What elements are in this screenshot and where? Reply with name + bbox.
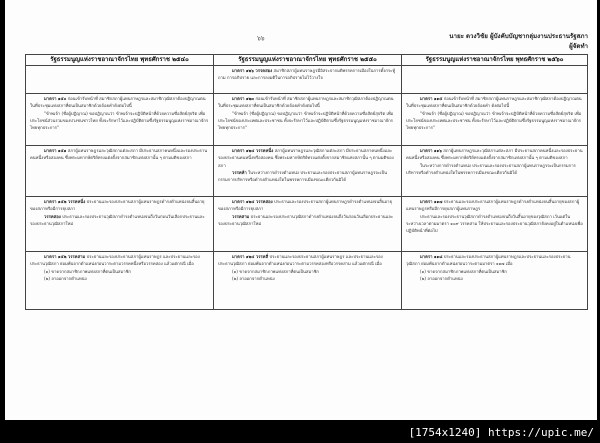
section-label: มาตรา ๑๒๓ — [232, 96, 255, 101]
paragraph-text: ประธานและรองประธานวุฒิสภาดำรงตำแหน่งจนถึงวันก่อนวันเลือกประธานและรองประธานวุฒิสภาใหม่ — [30, 213, 205, 226]
cell-2540 — [26, 94, 214, 146]
table-row — [26, 94, 588, 146]
section-text: สภาผู้แทนราษฎรและวุฒิสภาแต่ละสภา มีประธานสภาคนหนึ่งและรองประธานคนหนึ่งหรือสองคน ซึ่งพระมหากษัตริย์ทรงแต่งตั้งจากสมาชิกแห่งสภานั้น ๆ ตามมติของสภา — [30, 148, 208, 161]
section-label: มาตรา ๑๕๒ วรรคสาม — [44, 254, 86, 259]
page-number: ๖๖ — [257, 35, 265, 42]
cell-2540 — [26, 252, 214, 310]
cell-2550 — [214, 66, 402, 94]
section-text: สภาผู้แทนราษฎรและวุฒิสภาแต่ละสภา มีประธานสภาคนหนึ่งและรองประธานคนหนึ่งหรือสองคน ซึ่งพระมหากษัตริย์ทรงแต่งตั้งจากสมาชิกแห่งสภานั้น ๆ ตามมติของสภา — [218, 148, 394, 168]
footer-bar — [0, 420, 600, 443]
cell-2540 — [26, 146, 214, 197]
table-header-row — [26, 55, 588, 66]
constitution-comparison-table — [25, 54, 588, 310]
section-text: ประธานและรองประธานสภาผู้แทนราษฎรดำรงตำแหน่งจนสิ้นอายุของสภาผู้แทนราษฎรหรือมีการยุบสภาผู้แทนราษฎร — [406, 199, 580, 212]
section-label: มาตรา ๑๑๕ — [420, 96, 443, 101]
cell-2560 — [402, 66, 588, 94]
paragraph-label: วรรคห้า — [232, 169, 247, 175]
cell-2560 — [402, 197, 588, 252]
list-item: (๑) ขาดจากสมาชิกภาพแห่งสภาที่ตนเป็นสมาชิก — [420, 268, 507, 274]
cell-2550 — [214, 94, 402, 146]
paragraph-text: ในระหว่างการดำรงตำแหน่ง ประธานและรองประธานสภาผู้แทนราษฎรจะเป็นกรรมการบริหารหรือดำรงตำแหน่งใดในพรรคการเมืองขณะเดียวกันมิได้ — [218, 169, 387, 183]
list-item: (๒) ลาออกจากตำแหน่ง — [420, 275, 463, 281]
oath-text: "ข้าพเจ้า (ชื่อผู้ปฏิญาณ) ขอปฏิญาณว่า ข้าพเจ้าจะปฏิบัติหน้าที่ด้วยความซื่อสัตย์สุจริต เพื่อประโยชน์ของประเทศและประชาชน ทั้งจะรักษาไว้และปฏิบัติตามซึ่งรัฐธรรมนูญแห่งราชอาณาจักรไทยทุกประการ" — [406, 110, 582, 131]
section-label: มาตรา ๑๕๒ วรรคหนึ่ง — [44, 199, 86, 204]
paragraph-text: ในระหว่างการดำรงตำแหน่ง ประธานและรองประธานสภาผู้แทนราษฎรจะเป็นกรรมการบริหารหรือดำรงตำแหน่งใดในพรรคการเมืองขณะเดียวกันมิได้ — [406, 162, 576, 175]
section-label: มาตรา ๑๑๗ — [420, 199, 443, 204]
table-row — [26, 252, 588, 310]
header-2560: รัฐธรรมนูญแห่งราชอาณาจักรไทย พุทธศักราช ๒๕๖๐ — [402, 55, 588, 66]
section-text: ประธานและรองประธานสภาผู้แทนราษฎรดำรงตำแหน่งจนสิ้นอายุของสภาหรือมีการยุบสภา — [218, 199, 392, 212]
section-text: ก่อนเข้ารับหน้าที่ สมาชิกสภาผู้แทนราษฎรและสมาชิกวุฒิสภาต้องปฏิญาณตนในที่ประชุมแห่งสภาที่ตนเป็นสมาชิกด้วยถ้อยคำดังต่อไปนี้ — [30, 96, 206, 109]
cell-2540 — [26, 197, 214, 252]
list-item: (๒) ลาออกจากตำแหน่ง — [232, 275, 275, 281]
table-row — [26, 146, 588, 197]
list-item: (๑) ขาดจากสมาชิกภาพแห่งสภาที่ตนเป็นสมาชิก — [44, 268, 131, 274]
cell-2550 — [214, 146, 402, 197]
cell-2550 — [214, 197, 402, 252]
section-text: สมาชิกสภาผู้แทนราษฎรมีอิสระจากมติพรรคการเมืองในการตั้งกระทู้ถาม การอภิปราย และการลงมติในการอภิปรายไม่ไว้วางใจ — [218, 68, 396, 81]
section-text: ประธานและรองประธานสภาผู้แทนราษฎร และประธานและรองประธานวุฒิสภา ย่อมพ้นจากตำแหน่งก่อนวาระตามวรรคสองหรือวรรคสาม แล้วแต่กรณี เมื่อ — [218, 254, 383, 267]
section-label: มาตรา ๑๒๔ วรรคสี่ — [232, 254, 269, 259]
image-host-watermark: [1754x1240] https://upic.me/ — [408, 426, 594, 439]
section-text: ก่อนเข้ารับหน้าที่ สมาชิกสภาผู้แทนราษฎรและสมาชิกวุฒิสภาต้องปฏิญาณตนในที่ประชุมแห่งสภาที่ตนเป็นสมาชิกด้วยถ้อยคำดังต่อไปนี้ — [218, 96, 394, 109]
table-row — [26, 66, 588, 94]
section-label: มาตรา ๑๑๖ — [420, 148, 442, 153]
section-label: มาตรา ๑๕๐ — [44, 96, 67, 101]
section-text: ก่อนเข้ารับหน้าที่ สมาชิกสภาผู้แทนราษฎรและสมาชิกวุฒิสภาต้องปฏิญาณตนในที่ประชุมแห่งสภาที่ตนเป็นสมาชิกด้วยถ้อยคำ ดังต่อไปนี้ — [406, 96, 582, 109]
section-text: สภาผู้แทนราษฎรและวุฒิสภาแต่ละสภา มีประธานสภาคนหนึ่งและรองประธานคนหนึ่งหรือสองคน ซึ่งพระมหากษัตริย์ทรงแต่งตั้งจากสมาชิกแห่งสภานั้น ๆ ตามมติของสภา — [406, 148, 583, 161]
section-label: มาตรา ๑๑๘ — [420, 254, 443, 259]
paragraph-text: ประธานและรองประธานวุฒิสภาดำรงตำแหน่งจนถึงวันสิ้นอายุของวุฒิสภา เว้นแต่ในระหว่างเวลาตามมาตรา ๑๐๙ วรรคสาม ให้ประธานและรองประธานวุฒิสภายังคงอยู่ในตำแหน่งเพื่อปฏิบัติหน้าที่ต่อไป — [406, 213, 583, 234]
oath-text: "ข้าพเจ้า (ชื่อผู้ปฏิญาณ) ขอปฏิญาณว่า ข้าพเจ้าจะปฏิบัติหน้าที่ด้วยความซื่อสัตย์สุจริต เพื่อประโยชน์ส่วนรวมของปวงชนชาวไทย ทั้งจะรักษาไว้และปฏิบัติตามซึ่งรัฐธรรมนูญแห่งราชอาณาจักรไทยทุกประการ" — [30, 110, 209, 131]
cell-2560 — [402, 94, 588, 146]
document-page — [5, 0, 597, 420]
section-label: มาตรา ๑๒๖ วรรคสอง — [232, 68, 273, 73]
author-role: ผู้จัดทำ — [569, 43, 588, 50]
paragraph-label: วรรคสาม — [232, 213, 250, 219]
section-label: มาตรา ๑๒๔ วรรคหนึ่ง — [232, 148, 274, 153]
paragraph-text: ประธานและรองประธานวุฒิสภาดำรงตำแหน่งจนถึงวันก่อนวันเลือกประธานและรองประธานวุฒิสภาใหม่ — [218, 213, 394, 226]
paragraph-label: วรรคสอง — [44, 213, 61, 219]
list-item: (๒) ลาออกจากตำแหน่ง — [44, 275, 87, 281]
section-label: มาตรา ๑๒๔ วรรคสอง — [232, 199, 273, 204]
section-text: ประธานและรองประธานสภาผู้แทนราษฎร และประธานและรองประธานวุฒิสภา ย่อมพ้นจากตำแหน่งก่อนวาระตามวรรคหนึ่งหรือวรรคสอง แล้วแต่กรณี เมื่อ — [30, 254, 200, 267]
cell-2560 — [402, 252, 588, 310]
section-text: ประธานและรองประธานสภาผู้แทนราษฎรดำรงตำแหน่งจนสิ้นอายุของสภาหรือมีการยุบสภา — [30, 199, 205, 212]
list-item: (๑) ขาดจากสมาชิกภาพแห่งสภาที่ตนเป็นสมาชิก — [232, 268, 319, 274]
oath-text: "ข้าพเจ้า (ชื่อผู้ปฏิญาณ) ขอปฏิญาณว่า ข้าพเจ้าจะปฏิบัติหน้าที่ด้วยความซื่อสัตย์สุจริต เพื่อประโยชน์ของประเทศและประชาชน ทั้งจะรักษาไว้และปฏิบัติตามซึ่งรัฐธรรมนูญแห่งราชอาณาจักรไทยทุกประการ" — [218, 110, 394, 131]
section-text: ประธานและรองประธานสภาผู้แทนราษฎรและประธานและรองประธานวุฒิสภา ย่อมพ้นจากตำแหน่งก่อนวาระตามมาตรา ๑๑๗ เมื่อ — [406, 254, 571, 267]
cell-2550 — [214, 252, 402, 310]
cell-2540 — [26, 66, 214, 94]
header-2550: รัฐธรรมนูญแห่งราชอาณาจักรไทย พุทธศักราช ๒๕๕๐ — [214, 55, 402, 66]
section-label: มาตรา ๑๕๑ — [44, 148, 67, 153]
header-2540: รัฐธรรมนูญแห่งราชอาณาจักรไทย พุทธศักราช ๒๕๔๐ — [26, 55, 214, 66]
cell-2560 — [402, 146, 588, 197]
author-credit — [449, 32, 588, 52]
author-name: นายะ ดวงวิชัย ผู้บังคับบัญชากลุ่มงานประธานรัฐสภา — [449, 33, 588, 40]
table-row — [26, 197, 588, 252]
